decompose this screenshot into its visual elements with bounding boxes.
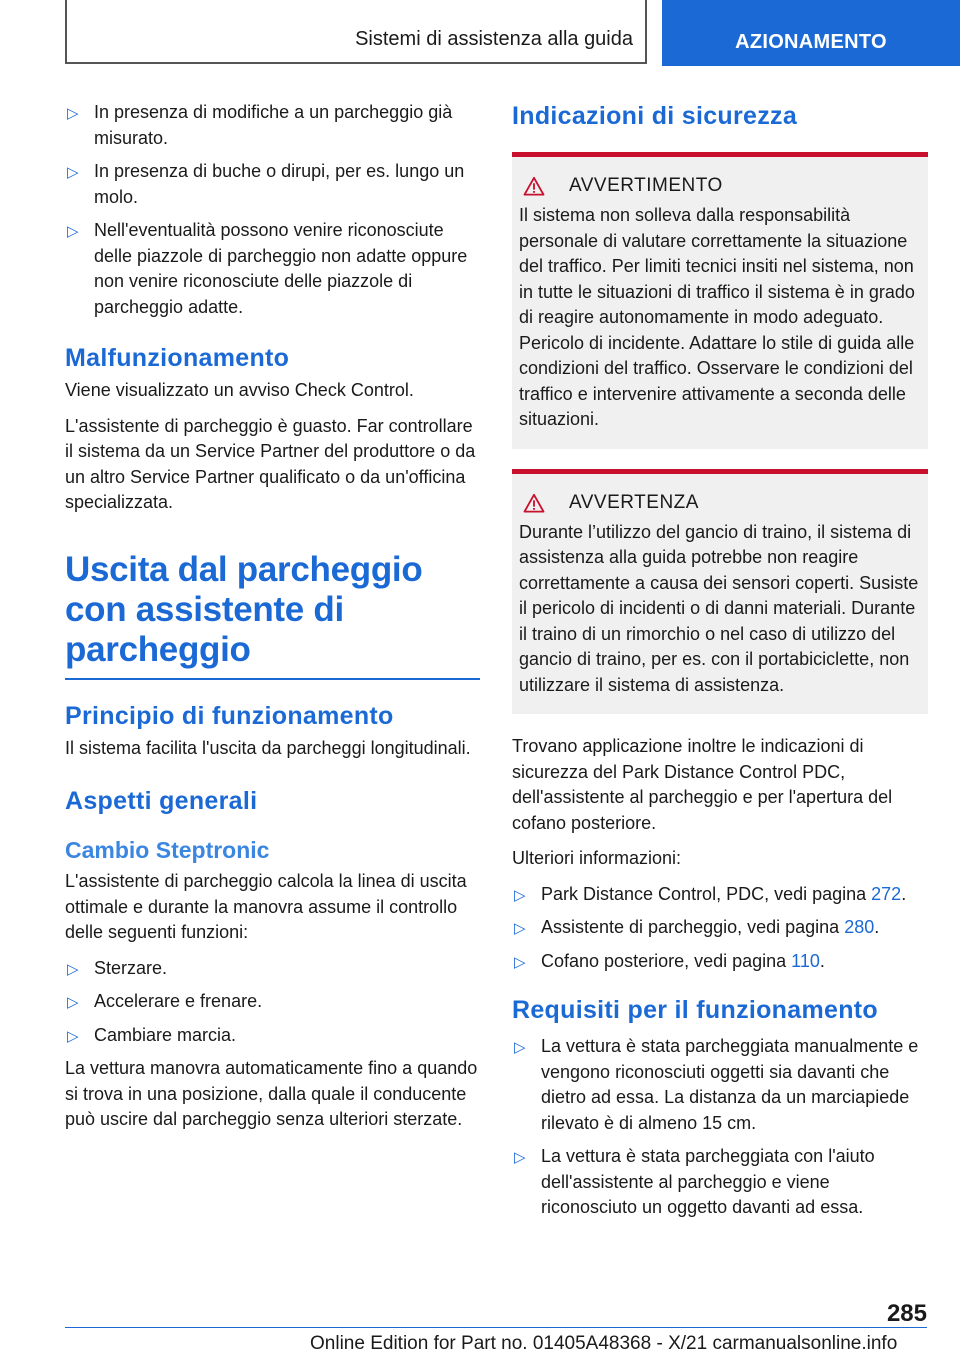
triangle-bullet-icon: ▷ <box>67 994 79 1011</box>
page-link-110[interactable]: 110 <box>791 950 820 971</box>
list-item: ▷ Accelerare e frenare. <box>65 989 480 1015</box>
header-frame <box>65 0 647 64</box>
reference-item: ▷ Park Distance Control, PDC, vedi pagina 272. <box>512 882 928 908</box>
triangle-bullet-icon: ▷ <box>514 1149 526 1166</box>
warning-text-2: Durante l’utilizzo del gancio di traino, il sistema di assistenza alla guida potrebbe non reagire correttamente a causa dei sensori coperti. Susiste il pericolo di incidenti o di danni materiali. Durante il traino di un rimorchio o nel caso di utilizzo del gancio di traino, per es. con il portabiciclette, non utilizzare il sistema di assistenza. <box>519 521 919 695</box>
malfunction-paragraph-2: L'assistente di parcheggio è guasto. Far controllare il sistema da un Service Partner del produttore o da un altro Service Partner qualificato o da un'officina specializzata. <box>65 415 476 512</box>
list-item: ▷ Cambiare marcia. <box>65 1023 480 1049</box>
list-item: ▷ In presenza di buche o dirupi, per es. lungo un molo. <box>67 161 465 207</box>
warning-box-1 <box>512 152 928 449</box>
safety-heading: Indicazioni di sicurezza <box>512 102 798 130</box>
principle-heading: Principio di funzionamento <box>65 701 394 730</box>
page-number: 285 <box>886 1300 927 1327</box>
chapter-title: AZIONAMENTO <box>735 31 887 53</box>
malfunction-paragraph-1: Viene visualizzato un avviso Check Control. <box>65 380 414 400</box>
list-item: ▷ In presenza di modifiche a un parcheggio già misurato. <box>67 102 453 148</box>
triangle-bullet-icon: ▷ <box>514 886 526 904</box>
triangle-bullet-icon: ▷ <box>514 953 526 971</box>
triangle-bullet-icon: ▷ <box>514 920 526 937</box>
requirements-heading: Requisiti per il funzionamento <box>512 996 878 1024</box>
warning-title-2: AVVERTENZA <box>519 492 920 514</box>
left-column <box>65 100 480 1143</box>
chapter-tab <box>662 0 960 66</box>
steptronic-bullet-list <box>65 956 480 1049</box>
general-heading: Aspetti generali <box>65 787 258 815</box>
triangle-bullet-icon: ▷ <box>67 223 79 240</box>
bullet-list-top <box>65 100 480 320</box>
section-title: Sistemi di assistenza alla guida <box>355 28 633 50</box>
footer-edition: Online Edition for Part no. 01405A48368 - X/21 carmanualsonline.info <box>310 1333 898 1354</box>
warning-text-1: Il sistema non solleva dalla responsabilità personale di valutare correttamente la situazione del traffico. Per limiti tecnici insiti nel sistema, non in tutte le situazioni di traffico il sistema è in grado di reagire autonomamente in modo adeguato. Pericolo di incidente. Adattare lo stile di guida alle condizioni del traffico. Osservare le condizioni del traffico e intervenire attivamente a seconda delle situazioni. <box>519 205 915 429</box>
malfunction-heading: Malfunzionamento <box>65 344 290 372</box>
principle-paragraph: Il sistema facilita l'uscita da parcheggi longitudinali. <box>65 737 471 758</box>
warning-title-1: AVVERTIMENTO <box>519 175 920 197</box>
reference-list <box>512 882 928 975</box>
triangle-bullet-icon: ▷ <box>67 960 79 978</box>
list-item: ▷ Sterzare. <box>65 956 480 982</box>
page-link-272[interactable]: 272 <box>871 883 902 904</box>
warning-triangle-icon <box>523 493 545 513</box>
requirements-bullet-list <box>512 1034 928 1221</box>
footer-divider <box>65 1327 927 1328</box>
steptronic-heading: Cambio Steptronic <box>65 837 270 863</box>
warning-box-2 <box>512 469 928 715</box>
triangle-bullet-icon: ▷ <box>67 1027 79 1045</box>
section-main-heading: Uscita dal parcheggio con assistente di parcheggio <box>65 549 423 669</box>
right-column <box>512 100 928 1229</box>
heading-divider <box>65 678 480 680</box>
list-item: ▷ La vettura è stata parcheggiata con l'aiuto dell'assistente al parcheggio e viene riconosciuto un oggetto davanti ad essa. <box>514 1146 875 1217</box>
list-item: ▷ La vettura è stata parcheggiata manualmente e vengono riconosciuti oggetti sia davanti che dietro ad essa. La distanza da un marciapiede rilevato è di almeno 15 cm. <box>514 1036 919 1133</box>
footer-brand: carmanualsonline.info <box>712 1333 898 1354</box>
triangle-bullet-icon: ▷ <box>67 105 79 122</box>
steptronic-paragraph: L'assistente di parcheggio calcola la linea di uscita ottimale e durante la manovra assume il controllo delle seguenti funzioni: <box>65 871 467 942</box>
more-info-label: Ulteriori informazioni: <box>512 848 682 868</box>
list-item: ▷ Nell'eventualità possono venire riconosciute delle piazzole di parcheggio non adatte oppure non venire riconosciute delle piazzole di parcheggio adatte. <box>67 220 468 317</box>
triangle-bullet-icon: ▷ <box>514 1039 526 1056</box>
reference-item: ▷ Cofano posteriore, vedi pagina 110. <box>512 949 928 975</box>
safety-paragraph: Trovano applicazione inoltre le indicazioni di sicurezza del Park Distance Control PDC, dell'assistente al parcheggio e per l'apertura del cofano posteriore. <box>512 736 893 833</box>
reference-item: ▷ Assistente di parcheggio, vedi pagina 280. <box>512 915 928 941</box>
triangle-bullet-icon: ▷ <box>67 164 79 181</box>
page-link-280[interactable]: 280 <box>844 917 875 937</box>
warning-triangle-icon <box>523 176 545 196</box>
steptronic-paragraph-2: La vettura manovra automaticamente fino a quando si trova in una posizione, dalla quale il conducente può uscire dal parcheggio senza ulteriori sterzate. <box>65 1058 478 1129</box>
